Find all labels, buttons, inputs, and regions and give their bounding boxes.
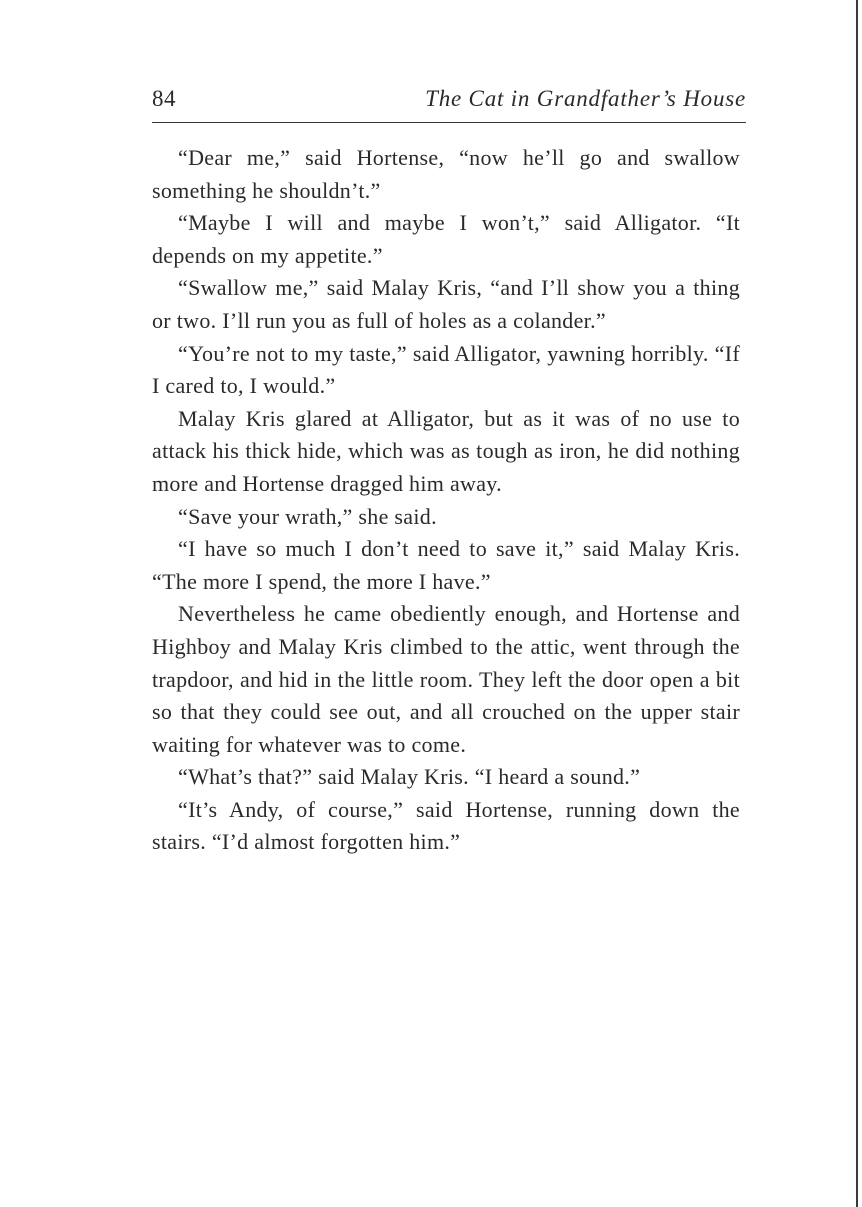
- paragraph: “I have so much I don’t need to save it,” said Malay Kris. “The more I spend, the more I have.”: [152, 536, 740, 594]
- running-title: The Cat in Grandfather’s House: [425, 86, 746, 111]
- page-number: 84: [152, 86, 176, 111]
- paragraph: “Save your wrath,” she said.: [178, 503, 437, 529]
- running-header: [152, 82, 746, 123]
- body-text: [152, 142, 740, 859]
- paragraph: “You’re not to my taste,” said Alligator, yawning horribly. “If I cared to, I would.”: [152, 340, 740, 399]
- paragraph: Nevertheless he came obediently enough, and Hortense and Highboy and Malay Kris climbed to the attic, went through the trapdoor, and hid in the little room. They left the door open a bit so that they could see out, and all crouched on the upper stair waiting for whatever was to come.: [152, 601, 740, 757]
- paragraph: “Maybe I will and maybe I won’t,” said Alligator. “It depends on my appetite.”: [152, 210, 740, 268]
- paragraph: “What’s that?” said Malay Kris. “I heard a sound.”: [178, 764, 641, 790]
- paragraph: Malay Kris glared at Alligator, but as it was of no use to attack his thick hide, which was as tough as iron, he did nothing more and Hortense dragged him away.: [152, 405, 740, 496]
- page-edge: [856, 0, 858, 1207]
- paragraph: “It’s Andy, of course,” said Hortense, running down the stairs. “I’d almost forgotten him.”: [152, 796, 740, 855]
- paragraph: “Dear me,” said Hortense, “now he’ll go and swallow something he shouldn’t.”: [152, 145, 740, 203]
- paragraph: “Swallow me,” said Malay Kris, “and I’ll show you a thing or two. I’ll run you as full of holes as a colander.”: [152, 275, 740, 333]
